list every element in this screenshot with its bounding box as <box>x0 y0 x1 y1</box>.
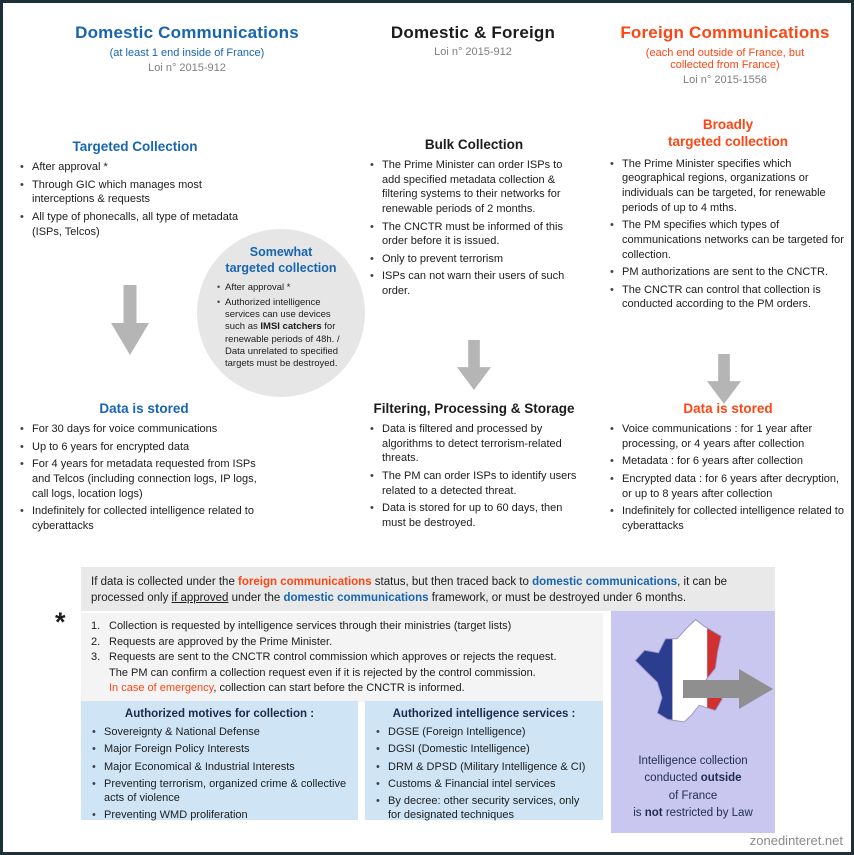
foreign-subtitle-line: collected from France) <box>670 59 780 71</box>
list-item: • The PM specifies which types of communications networks can be targeted for collection. <box>609 218 847 262</box>
middle-law: Loi n° 2015-912 <box>434 46 512 58</box>
note-foreign-ref: foreign communications <box>238 576 372 588</box>
list-item: • Sovereignty & National Defense <box>91 725 348 739</box>
note-domestic-ref: domestic communications <box>532 576 678 588</box>
asterisk-marker: * <box>55 607 66 637</box>
step-text <box>109 650 595 697</box>
broadly-title-line: targeted collection <box>667 133 789 149</box>
step-text: Requests are approved by the Prime Minister. <box>109 635 333 648</box>
broadly-targeted-section <box>609 117 847 315</box>
list-item: • The CNCTR can control that collection is conducted according to the PM orders. <box>609 283 847 312</box>
step-text-line: , collection can start before the CNCTR is informed. <box>213 682 465 695</box>
list-item: • All type of phonecalls, all type of metadata (ISPs, Telcos) <box>19 210 251 239</box>
list-item: • Data is filtered and processed by algorithms to detect terrorism-related threats. <box>369 422 581 466</box>
circle-text-bold: IMSI catchers <box>260 321 322 333</box>
targeted-collection-list <box>19 160 251 239</box>
list-item: • Customs & Financial intel services <box>375 777 593 791</box>
down-arrow-icon <box>111 285 149 355</box>
outside-france-box <box>611 611 775 833</box>
note-text: status, but then traced back to <box>371 576 533 588</box>
watermark: zonedinteret.net <box>749 833 843 848</box>
note-if-approved: if approved <box>171 592 229 605</box>
list-item: • Indefinitely for collected intelligence related to cyberattacks <box>19 504 269 533</box>
domestic-column-header <box>53 23 321 74</box>
caption-text-bold: outside <box>700 772 742 785</box>
right-arrow-icon <box>683 667 775 711</box>
circle-text: Authorized intelligence services can use devices such as <box>225 296 331 333</box>
list-item: • PM authorizations are sent to the CNCTR. <box>609 265 847 280</box>
foreign-title: Foreign Communications <box>620 23 830 42</box>
step-number: 3. <box>91 651 101 664</box>
middle-column-header <box>343 23 603 58</box>
caption-text: is <box>633 806 645 819</box>
list-item: • After approval * <box>216 282 346 294</box>
step-text: Collection is requested by intelligence services through their ministries (target lists) <box>109 620 512 632</box>
list-item: • Preventing terrorism, organized crime & collective acts of violence <box>91 777 348 806</box>
broadly-title-line: Broadly <box>702 117 754 132</box>
domestic-title: Domestic Communications <box>75 23 299 42</box>
list-item: • Through GIC which manages most interceptions & requests <box>19 178 251 207</box>
caption-text: restricted by Law <box>662 806 753 819</box>
foreign-data-stored-title: Data is stored <box>683 401 773 416</box>
france-caption <box>611 753 775 822</box>
targeted-collection-section <box>19 139 251 242</box>
caption-line <box>611 770 775 787</box>
caption-text: conducted <box>644 772 701 785</box>
list-item: • Encrypted data : for 6 years after decryption, or up to 8 years after collection <box>609 472 847 501</box>
list-item: • DRM & DPSD (Military Intelligence & CI) <box>375 760 593 774</box>
broadly-targeted-title <box>609 117 847 151</box>
motives-title: Authorized motives for collection : <box>124 708 315 720</box>
foreign-subtitle <box>591 47 854 71</box>
domestic-data-stored-title: Data is stored <box>99 401 189 416</box>
list-item: • Major Foreign Policy Interests <box>91 742 348 756</box>
caption-line <box>611 805 775 822</box>
list-item: • ISPs can not warn their users of such order. <box>369 269 579 298</box>
circle-text: for renewable periods of 48h. / Data unrelated to specified targets must be destroyed. <box>225 321 340 370</box>
domestic-data-stored-section <box>19 401 269 536</box>
filtering-section <box>349 401 599 533</box>
filtering-title: Filtering, Processing & Storage <box>373 401 575 416</box>
domestic-data-stored-list <box>19 422 269 533</box>
authorized-motives-box <box>81 701 358 820</box>
foreign-data-stored-list <box>609 422 847 533</box>
targeted-collection-title: Targeted Collection <box>72 139 198 154</box>
circle-list <box>216 282 346 370</box>
step-text-line: Requests are sent to the CNCTR control commission which approves or rejects the request. <box>109 651 557 664</box>
emergency-highlight: In case of emergency <box>109 682 214 695</box>
list-item: • The CNCTR must be informed of this order before it is issued. <box>369 220 579 249</box>
note-text: If data is collected under the <box>91 576 239 588</box>
caption-text-bold: not <box>644 806 663 819</box>
list-item <box>216 297 346 371</box>
list-item: • Only to prevent terrorism <box>369 252 579 267</box>
note-text: , it can be processed only <box>91 576 727 605</box>
list-item: • The Prime Minister can order ISPs to add specified metadata collection & filtering systems to their networks for renewable periods of 2 months. <box>369 158 579 217</box>
domestic-law: Loi n° 2015-912 <box>148 62 226 74</box>
somewhat-targeted-circle <box>197 229 365 397</box>
down-arrow-icon <box>457 340 491 390</box>
list-item: • DGSE (Foreign Intelligence) <box>375 725 593 739</box>
motives-list <box>91 725 348 823</box>
procedure-step <box>91 635 595 651</box>
broadly-targeted-list <box>609 157 847 312</box>
list-item: • The Prime Minister specifies which geographical regions, organizations or individuals can be targeted, for renewable periods of up to 4 mths. <box>609 157 847 216</box>
services-title: Authorized intelligence services : <box>392 708 576 720</box>
list-item: • Indefinitely for collected intelligence related to cyberattacks <box>609 504 847 533</box>
step-number: 1. <box>91 620 101 632</box>
circle-title <box>216 245 346 276</box>
caption-line: of France <box>668 789 718 802</box>
list-item: • The PM can order ISPs to identify users related to a detected threat. <box>369 469 581 498</box>
approval-procedure-panel <box>81 613 603 702</box>
list-item: • Preventing WMD proliferation <box>91 808 348 822</box>
list-item: • For 30 days for voice communications <box>19 422 269 437</box>
list-item: • Data is stored for up to 60 days, then must be destroyed. <box>369 501 581 530</box>
step-number: 2. <box>91 635 101 648</box>
list-item: • Up to 6 years for encrypted data <box>19 440 269 455</box>
note-text: under the <box>228 592 284 605</box>
procedure-step <box>91 650 595 697</box>
procedure-step <box>91 619 595 635</box>
foreign-law: Loi n° 2015-1556 <box>683 74 767 86</box>
caption-line: Intelligence collection <box>638 755 748 767</box>
step-text-line: The PM can confirm a collection request even if it is rejected by the control commission. <box>109 666 536 679</box>
list-item: • By decree: other security services, only for designated techniques <box>375 794 593 823</box>
list-item: • After approval * <box>19 160 251 175</box>
domestic-subtitle: (at least 1 end inside of France) <box>109 47 265 59</box>
list-item: • DGSI (Domestic Intelligence) <box>375 742 593 756</box>
note-text: framework, or must be destroyed under 6 months. <box>428 592 687 605</box>
bulk-collection-list <box>369 158 579 299</box>
cross-status-note <box>81 567 775 611</box>
bulk-collection-title: Bulk Collection <box>424 137 524 152</box>
services-list <box>375 725 593 823</box>
bulk-collection-section <box>369 137 579 302</box>
circle-title-line: Somewhat <box>249 245 313 259</box>
note-domestic-ref: domestic communications <box>283 592 429 605</box>
list-item: • Major Economical & Industrial Interests <box>91 760 348 774</box>
middle-title: Domestic & Foreign <box>390 23 556 42</box>
foreign-data-stored-section <box>609 401 847 536</box>
list-item: • For 4 years for metadata requested from ISPs and Telcos (including connection logs, IP logs, call logs, location logs) <box>19 457 269 501</box>
filtering-list <box>369 422 581 530</box>
authorized-services-box <box>365 701 603 820</box>
circle-title-line: targeted collection <box>225 260 337 275</box>
list-item: • Voice communications : for 1 year after processing, or 4 years after collection <box>609 422 847 451</box>
foreign-column-header <box>591 23 854 86</box>
down-arrow-icon <box>707 354 741 404</box>
foreign-subtitle-line: (each end outside of France, but <box>645 47 805 59</box>
list-item: • Metadata : for 6 years after collection <box>609 454 847 469</box>
